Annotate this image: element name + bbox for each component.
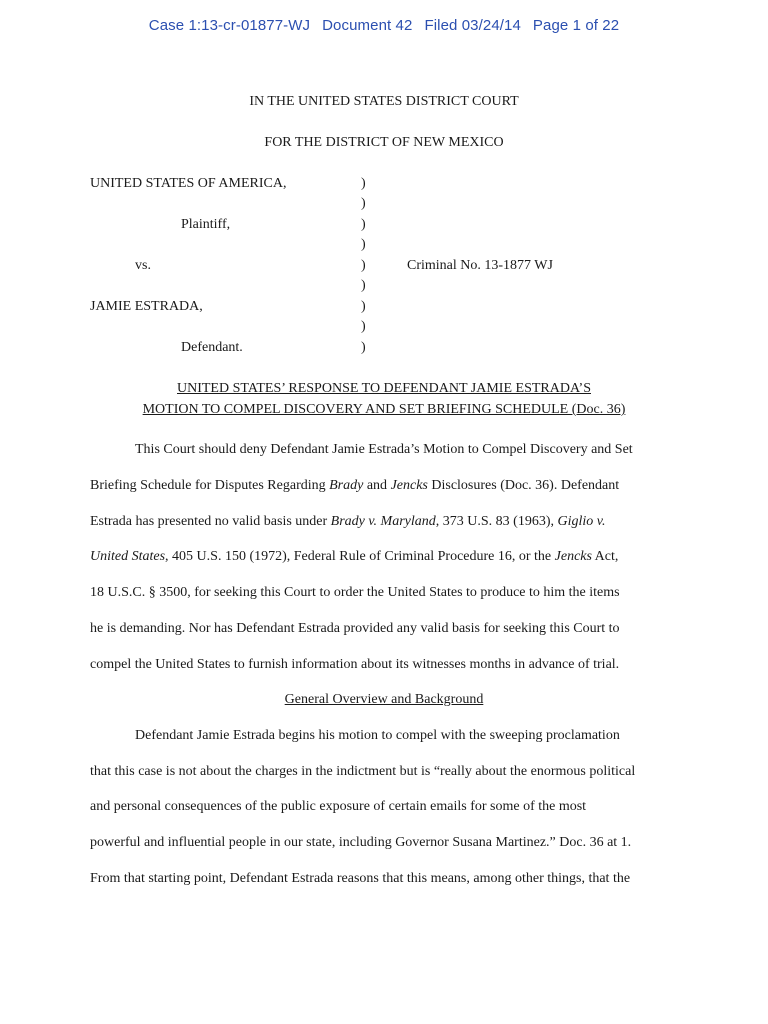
text-line: Estrada has presented no valid basis under Brady v. Maryland, 373 U.S. 83 (1963), Giglio v. bbox=[90, 514, 606, 529]
text-line: This Court should deny Defendant Jamie Estrada’s Motion to Compel Discovery and Set bbox=[135, 442, 633, 457]
caption-paren: ) bbox=[361, 340, 366, 355]
text-line: 18 U.S.C. § 3500, for seeking this Court to order the United States to produce to him the items bbox=[90, 585, 620, 600]
plaintiff-name: UNITED STATES OF AMERICA, bbox=[90, 176, 287, 191]
criminal-case-number: Criminal No. 13-1877 WJ bbox=[407, 258, 553, 273]
text-line: that this case is not about the charges in the indictment but is “really about the enormous political bbox=[90, 764, 636, 779]
versus-label: vs. bbox=[135, 258, 151, 273]
caption-paren: ) bbox=[361, 237, 366, 252]
document-title-line-1: UNITED STATES’ RESPONSE TO DEFENDANT JAMIE ESTRADA’S bbox=[177, 381, 591, 396]
case-citation: Jencks bbox=[390, 478, 428, 493]
case-citation: Jencks bbox=[554, 549, 592, 564]
document-title-line-2: MOTION TO COMPEL DISCOVERY AND SET BRIEFING SCHEDULE (Doc. 36) bbox=[142, 402, 626, 417]
defendant-name: JAMIE ESTRADA, bbox=[90, 299, 203, 314]
caption-paren: ) bbox=[361, 319, 366, 334]
plaintiff-role: Plaintiff, bbox=[181, 217, 231, 232]
case-citation: United States bbox=[90, 549, 166, 564]
court-name: IN THE UNITED STATES DISTRICT COURT bbox=[249, 94, 519, 109]
case-citation: Brady v. Maryland bbox=[330, 514, 436, 529]
caption-paren: ) bbox=[361, 299, 366, 314]
court-district: FOR THE DISTRICT OF NEW MEXICO bbox=[264, 135, 504, 150]
text-line: United States, 405 U.S. 150 (1972), Federal Rule of Criminal Procedure 16, or the Jencks Act, bbox=[90, 549, 619, 564]
text-line: Defendant Jamie Estrada begins his motion to compel with the sweeping proclamation bbox=[135, 728, 620, 743]
section-heading: General Overview and Background bbox=[284, 692, 484, 707]
text-line: he is demanding. Nor has Defendant Estrada provided any valid basis for seeking this Court to bbox=[90, 621, 620, 636]
page-indicator-header: Page 1 of 22 bbox=[532, 17, 620, 34]
case-number-header: Case 1:13-cr-01877-WJ bbox=[148, 17, 311, 34]
caption-paren: ) bbox=[361, 278, 366, 293]
text-line: and personal consequences of the public exposure of certain emails for some of the most bbox=[90, 799, 587, 814]
caption-paren: ) bbox=[361, 217, 366, 232]
document-number-header: Document 42 bbox=[322, 17, 413, 34]
text-line: From that starting point, Defendant Estrada reasons that this means, among other things, that the bbox=[90, 871, 631, 886]
text-line: Briefing Schedule for Disputes Regarding Brady and Jencks Disclosures (Doc. 36). Defendant bbox=[90, 478, 620, 493]
caption-paren: ) bbox=[361, 176, 366, 191]
filing-header bbox=[0, 17, 768, 34]
text-line: powerful and influential people in our state, including Governor Susana Martinez.” Doc. 36 at 1. bbox=[90, 835, 632, 850]
filed-date-header: Filed 03/24/14 bbox=[424, 17, 521, 34]
defendant-role: Defendant. bbox=[181, 340, 243, 355]
caption-paren: ) bbox=[361, 196, 366, 211]
text-line: compel the United States to furnish information about its witnesses months in advance of trial. bbox=[90, 657, 620, 672]
case-citation: Giglio v. bbox=[557, 514, 606, 529]
case-citation: Brady bbox=[329, 478, 364, 493]
caption-paren: ) bbox=[361, 258, 366, 273]
